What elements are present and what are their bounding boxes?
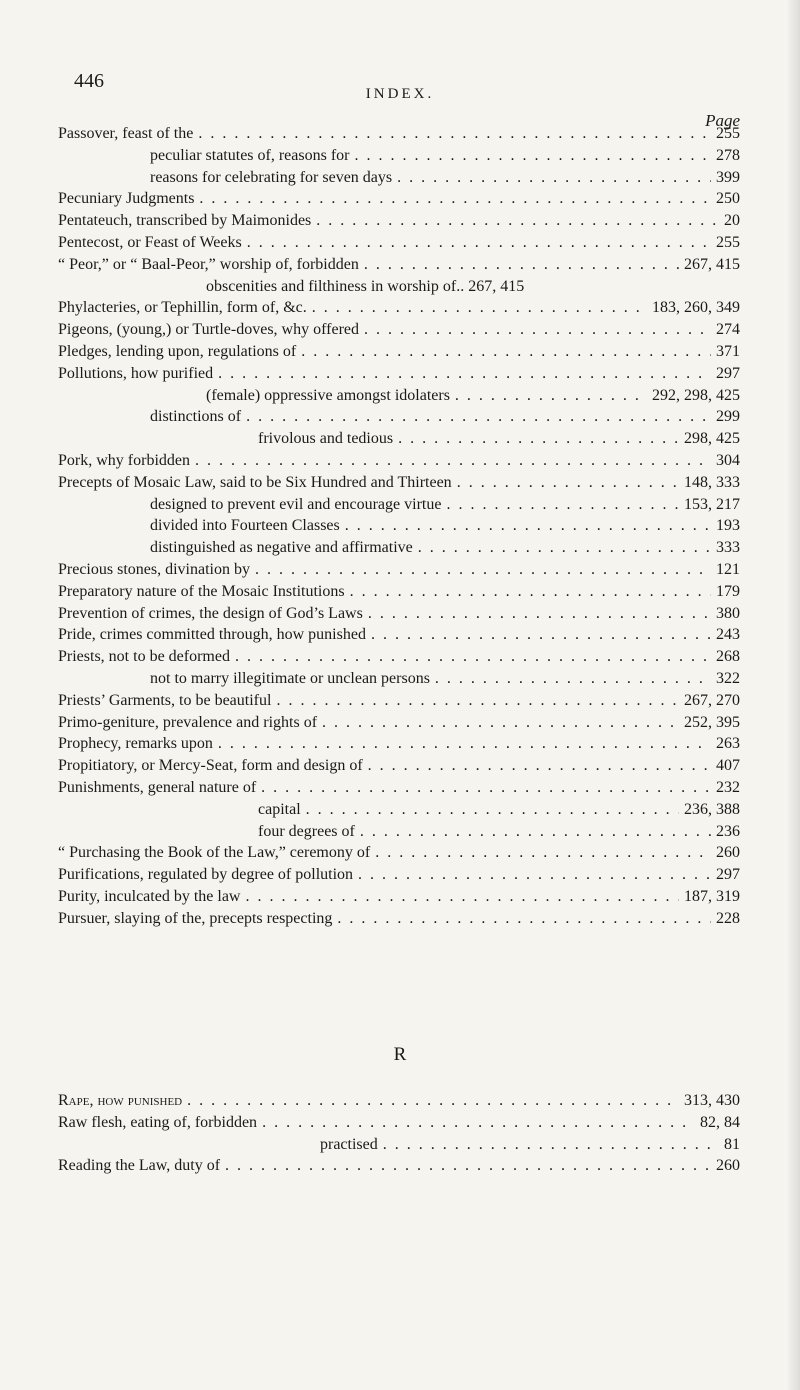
entry-page: 81 <box>724 1135 740 1153</box>
entry-text: Reading the Law, duty of <box>58 1157 221 1175</box>
index-entry <box>58 844 740 866</box>
entry-page: 252, 395 <box>684 713 740 731</box>
entry-page: 298, 425 <box>684 430 740 448</box>
index-entry <box>58 365 740 387</box>
index-entry <box>58 801 740 823</box>
index-entry <box>58 714 740 736</box>
leader-dots <box>195 452 711 470</box>
entry-page: 278 <box>716 146 740 164</box>
entry-page: 407 <box>716 757 740 775</box>
leader-dots <box>397 169 711 187</box>
entry-text: Propitiatory, or Mercy-Seat, form and design of <box>58 757 363 775</box>
entry-text: Prevention of crimes, the design of God’s Laws <box>58 604 363 622</box>
entry-page: 267, 415 <box>684 255 740 273</box>
entry-text: not to marry illegitimate or unclean persons <box>150 669 430 687</box>
index-entry <box>58 212 740 234</box>
leader-dots <box>457 474 679 492</box>
index-entry <box>58 888 740 910</box>
entry-page: 153, 217 <box>684 495 740 513</box>
leader-dots <box>245 888 679 906</box>
entry-text: Purity, inculcated by the law <box>58 887 241 905</box>
entry-page: 187, 319 <box>684 887 740 905</box>
index-entry <box>58 517 740 539</box>
leader-dots <box>446 496 679 514</box>
entry-page: 82, 84 <box>700 1113 740 1131</box>
index-entry <box>58 910 740 932</box>
entry-page: 292, 298, 425 <box>652 386 740 404</box>
entry-text: Rape, how punished <box>58 1092 183 1109</box>
index-entry <box>58 866 740 888</box>
leader-dots <box>368 757 711 775</box>
entry-page: 179 <box>716 582 740 600</box>
entry-page: 228 <box>716 909 740 927</box>
index-entry <box>58 648 740 670</box>
entry-text: (female) oppressive amongst idolaters <box>206 386 450 404</box>
index-entry <box>58 299 740 321</box>
index-entry <box>58 321 740 343</box>
entry-text: Passover, feast of the <box>58 125 194 142</box>
index-entry <box>58 583 740 605</box>
leader-dots <box>198 125 711 143</box>
leader-dots <box>301 343 711 361</box>
leader-dots <box>246 408 711 426</box>
entry-text: Pledges, lending upon, regulations of <box>58 342 297 360</box>
entry-text: divided into Fourteen Classes <box>150 517 340 535</box>
leader-dots <box>364 321 711 339</box>
entry-text: Pigeons, (young,) or Turtle-doves, why offered <box>58 321 360 339</box>
entry-page: 260 <box>716 844 740 862</box>
entry-page: 20 <box>724 212 740 230</box>
index-entry <box>58 234 740 256</box>
leader-dots <box>455 387 647 405</box>
page-column-label: Page <box>705 111 740 130</box>
index-entry <box>58 605 740 627</box>
entry-page: 399 <box>716 168 740 186</box>
entry-page: 380 <box>716 604 740 622</box>
entry-page: 322 <box>716 669 740 687</box>
section-letter: R <box>393 1044 407 1065</box>
entry-text: Pollutions, how purified <box>58 364 214 382</box>
entry-page: 236 <box>716 822 740 840</box>
index-entry <box>58 343 740 365</box>
index-entry <box>58 147 740 169</box>
index-entry <box>58 735 740 757</box>
leader-dots <box>247 234 711 252</box>
leader-dots <box>312 299 647 317</box>
leader-dots <box>383 1136 719 1154</box>
entry-text: Pride, crimes committed through, how punished <box>58 626 366 644</box>
index-entries-p <box>58 125 740 931</box>
index-entry <box>58 474 740 496</box>
entry-text: Punishments, general nature of <box>58 778 257 796</box>
entry-text: Pecuniary Judgments <box>58 190 195 208</box>
entry-page: 121 <box>716 560 740 578</box>
leader-dots <box>360 823 711 841</box>
leader-dots <box>364 256 679 274</box>
leader-dots <box>255 561 711 579</box>
entry-page: 243 <box>716 626 740 644</box>
index-entry <box>58 169 740 191</box>
index-entry <box>58 539 740 561</box>
entry-text: distinctions of <box>150 408 242 426</box>
entry-text: Preparatory nature of the Mosaic Institutions <box>58 582 345 600</box>
index-entry <box>58 256 740 278</box>
entry-page: 236, 388 <box>684 800 740 818</box>
leader-dots <box>235 648 711 666</box>
index-entry <box>58 823 740 845</box>
index-entry <box>58 452 740 474</box>
entry-page: 267, 270 <box>684 691 740 709</box>
index-entry <box>58 496 740 518</box>
entry-page: 260 <box>716 1157 740 1175</box>
entry-text: Pursuer, slaying of the, precepts respecting <box>58 909 333 927</box>
index-entry <box>58 278 740 300</box>
entry-text: reasons for celebrating for seven days <box>150 168 393 186</box>
leader-dots <box>199 190 711 208</box>
leader-dots <box>218 735 711 753</box>
leader-dots <box>225 1157 711 1175</box>
index-entry <box>58 1092 740 1114</box>
leader-dots <box>358 866 711 884</box>
index-entry <box>58 1136 740 1158</box>
index-entry <box>58 626 740 648</box>
entry-text: capital <box>258 800 301 818</box>
leader-dots <box>187 1092 679 1110</box>
entry-text: designed to prevent evil and encourage virtue <box>150 495 442 513</box>
entry-page: 183, 260, 349 <box>652 299 740 317</box>
index-entry <box>58 757 740 779</box>
entry-text: Pentateuch, transcribed by Maimonides <box>58 212 312 230</box>
entry-page: 232 <box>716 778 740 796</box>
entry-page: 299 <box>716 408 740 426</box>
entry-text: Prophecy, remarks upon <box>58 735 213 753</box>
entry-page: 297 <box>716 364 740 382</box>
entry-text: Precepts of Mosaic Law, said to be Six Hundred and Thirteen <box>58 473 452 491</box>
entry-text: Pentecost, or Feast of Weeks <box>58 233 242 251</box>
index-entry <box>58 408 740 430</box>
entry-page: 250 <box>716 190 740 208</box>
index-entry <box>58 1157 740 1179</box>
entry-page: 263 <box>716 735 740 753</box>
leader-dots <box>354 147 711 165</box>
entry-page: 268 <box>716 648 740 666</box>
index-entry <box>58 387 740 409</box>
entry-text: Raw flesh, eating of, forbidden <box>58 1113 258 1131</box>
index-entry <box>58 692 740 714</box>
entry-text: “ Peor,” or “ Baal-Peor,” worship of, forbidden <box>58 255 359 273</box>
leader-dots <box>368 605 711 623</box>
entry-text: practised <box>320 1135 378 1153</box>
leader-dots <box>350 583 711 601</box>
entry-text: obscenities and filthiness in worship of.. 267, 415 <box>206 277 525 295</box>
entry-page: 333 <box>716 539 740 557</box>
page-edge-shadow <box>786 0 800 1390</box>
entry-text: Pork, why forbidden <box>58 451 190 469</box>
leader-dots <box>337 910 711 928</box>
entry-text: Precious stones, divination by <box>58 560 250 578</box>
entry-page: 255 <box>716 233 740 251</box>
leader-dots <box>371 626 711 644</box>
index-entry <box>58 561 740 583</box>
leader-dots <box>375 844 711 862</box>
entry-page: 148, 333 <box>684 473 740 491</box>
index-entry <box>58 670 740 692</box>
entry-text: peculiar statutes of, reasons for <box>150 146 350 164</box>
entry-text: Purifications, regulated by degree of pollution <box>58 866 354 884</box>
leader-dots <box>345 517 711 535</box>
entry-text: Priests, not to be deformed <box>58 648 230 666</box>
entry-text: Primo-geniture, prevalence and rights of <box>58 713 318 731</box>
leader-dots <box>316 212 719 230</box>
index-entry <box>58 1114 740 1136</box>
entry-text: Priests’ Garments, to be beautiful <box>58 691 272 709</box>
leader-dots <box>262 1114 695 1132</box>
leader-dots <box>306 801 679 819</box>
leader-dots <box>418 539 711 557</box>
index-entry <box>58 430 740 452</box>
page-number: 446 <box>74 70 104 92</box>
entry-page: 371 <box>716 342 740 360</box>
entry-page: 274 <box>716 321 740 339</box>
leader-dots <box>261 779 711 797</box>
index-entry <box>58 125 740 147</box>
entry-page: 313, 430 <box>684 1092 740 1109</box>
leader-dots <box>322 714 679 732</box>
entry-text: four degrees of <box>258 822 355 840</box>
index-entries-r <box>58 1092 740 1179</box>
index-entry <box>58 190 740 212</box>
entry-text: Phylacteries, or Tephillin, form of, &c. <box>58 299 307 317</box>
entry-page: 193 <box>716 517 740 535</box>
leader-dots <box>218 365 711 383</box>
leader-dots <box>276 692 679 710</box>
entry-page: 297 <box>716 866 740 884</box>
index-entry <box>58 779 740 801</box>
entry-text: distinguished as negative and affirmative <box>150 539 413 557</box>
entry-page: 304 <box>716 451 740 469</box>
entry-page: 255 <box>716 125 740 142</box>
entry-text: “ Purchasing the Book of the Law,” ceremony of <box>58 844 371 862</box>
leader-dots <box>435 670 711 688</box>
running-title: INDEX. <box>365 86 435 102</box>
entry-text: frivolous and tedious <box>258 430 394 448</box>
leader-dots <box>398 430 679 448</box>
